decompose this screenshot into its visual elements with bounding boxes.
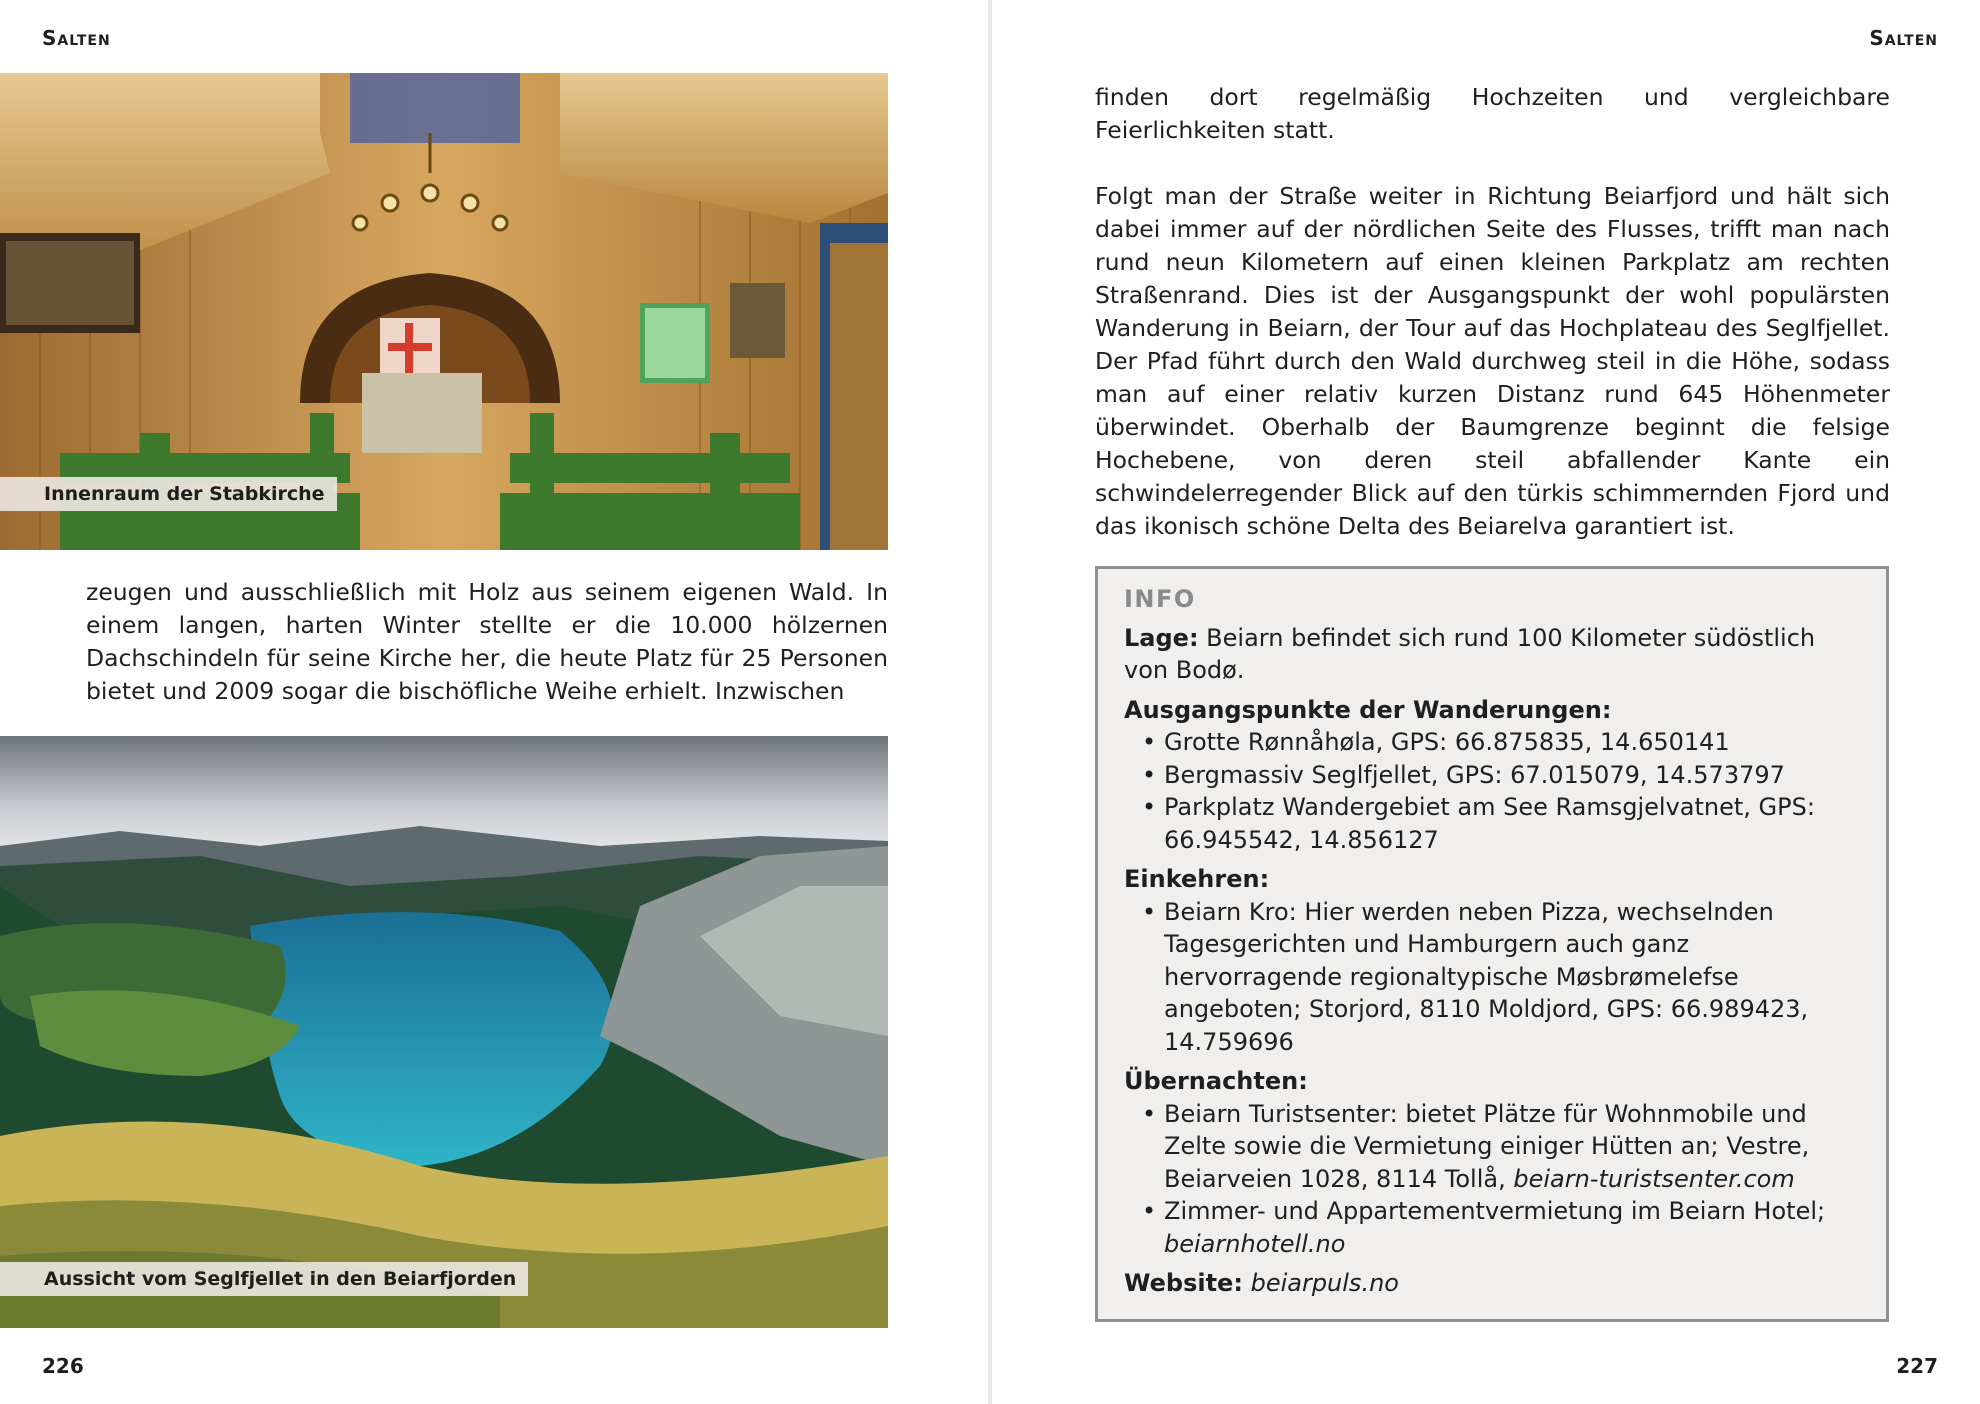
- info-label-ausgangspunkte: Ausgangspunkte der Wanderungen:: [1124, 695, 1612, 724]
- fjord-landscape-illustration: [0, 736, 888, 1328]
- info-section-ausgangspunkte: [1124, 694, 1860, 857]
- info-box: [1095, 566, 1889, 1322]
- uebernachten-item-2-text: Zimmer- und Appartementvermietung im Beiarn Hotel;: [1164, 1197, 1826, 1225]
- info-section-website: [1124, 1267, 1860, 1300]
- einkehren-list: [1124, 896, 1860, 1059]
- list-item: [1140, 1098, 1860, 1196]
- info-section-uebernachten: [1124, 1065, 1860, 1260]
- photo-caption-church: Innenraum der Stabkirche: [0, 477, 337, 511]
- body-paragraph-2: Folgt man der Straße weiter in Richtung Beiarfjord und hält sich dabei immer auf der nördlichen Seite des Flusses, trifft man nach rund neun Kilometern auf einen kleinen Parkplatz am rechten Straßenrand. Dies ist der Ausgangspunkt der wohl populärsten Wanderung in Beiarn, der Tour auf das Hochplateau des Seglfjellet. Der Pfad führt durch den Wald durchweg steil in die Höhe, sodass man auf einer relativ kurzen Distanz rund 645 Höhenmeter überwindet. Oberhalb der Baumgrenze beginnt die felsige Hochebene, von deren steil abfallender Kante ein schwindelerregender Blick auf den türkis schimmernden Fjord und das ikonisch schöne Delta des Beiarelva garantiert ist.: [1095, 182, 1890, 540]
- info-section-lage: [1124, 622, 1860, 687]
- body-text-left: [86, 576, 888, 708]
- body-paragraph-1: finden dort regelmäßig Hochzeiten und vergleichbare Feierlichkeiten statt.: [1095, 83, 1890, 144]
- body-text-right: [1095, 81, 1890, 543]
- list-item: • Grotte Rønnåhøla, GPS: 66.875835, 14.650141: [1140, 726, 1860, 759]
- link-beiarn-turistsenter[interactable]: beiarn-turistsenter.com: [1513, 1164, 1795, 1193]
- running-head-right: Salten: [1869, 26, 1938, 50]
- list-item: • Bergmassiv Seglfjellet, GPS: 67.015079, 14.573797: [1140, 759, 1860, 792]
- info-label-website: Website:: [1124, 1269, 1243, 1297]
- left-page: [0, 0, 988, 1404]
- info-label-uebernachten: Übernachten:: [1124, 1067, 1308, 1095]
- photo-fjord-view: [0, 736, 888, 1328]
- info-label-einkehren: Einkehren:: [1124, 865, 1270, 893]
- page-number-right: 227: [1896, 1354, 1938, 1378]
- list-item: • Parkplatz Wandergebiet am See Ramsgjelvatnet, GPS: 66.945542, 14.856127: [1140, 791, 1860, 856]
- running-head-left: Salten: [42, 26, 111, 50]
- link-beiarpuls[interactable]: beiarpuls.no: [1250, 1269, 1399, 1297]
- body-paragraph-left: zeugen und ausschließlich mit Holz aus seinem eigenen Wald. In einem langen, harten Winter stellte er die 10.000 hölzernen Dachschindeln für seine Kirche her, die heute Platz für 25 Personen bietet und 2009 sogar die bischöfliche Weihe erhielt. Inzwischen: [86, 578, 888, 705]
- photo-church-interior: [0, 73, 888, 550]
- link-beiarnhotell[interactable]: beiarnhotell.no: [1164, 1229, 1346, 1258]
- right-page: [992, 0, 1980, 1404]
- ausgangspunkte-list: [1124, 726, 1860, 856]
- list-item: • Beiarn Kro: Hier werden neben Pizza, wechselnden Tagesgerichten und Hamburgern auch ganz hervorragende regionaltypische Møsbrømelefse angeboten; Storjord, 8110 Moldjord, GPS: 66.989423, 14.759696: [1140, 896, 1860, 1059]
- info-text-lage: Beiarn befindet sich rund 100 Kilometer südöstlich von Bodø.: [1124, 623, 1816, 684]
- info-box-title: INFO: [1124, 585, 1196, 613]
- page-number-left: 226: [42, 1354, 84, 1378]
- uebernachten-list: [1124, 1098, 1860, 1261]
- photo-caption-fjord: Aussicht vom Seglfjellet in den Beiarfjorden: [0, 1262, 528, 1296]
- info-label-lage: Lage:: [1124, 623, 1199, 652]
- uebernachten-item-1-text: Beiarn Turistsenter: bietet Plätze für Wohnmobile und Zelte sowie die Vermietung einiger Hütten an; Vestre, Beiarveien 1028, 8114 Tollå,: [1164, 1099, 1810, 1193]
- list-item: [1140, 1195, 1860, 1260]
- info-section-einkehren: [1124, 863, 1860, 1058]
